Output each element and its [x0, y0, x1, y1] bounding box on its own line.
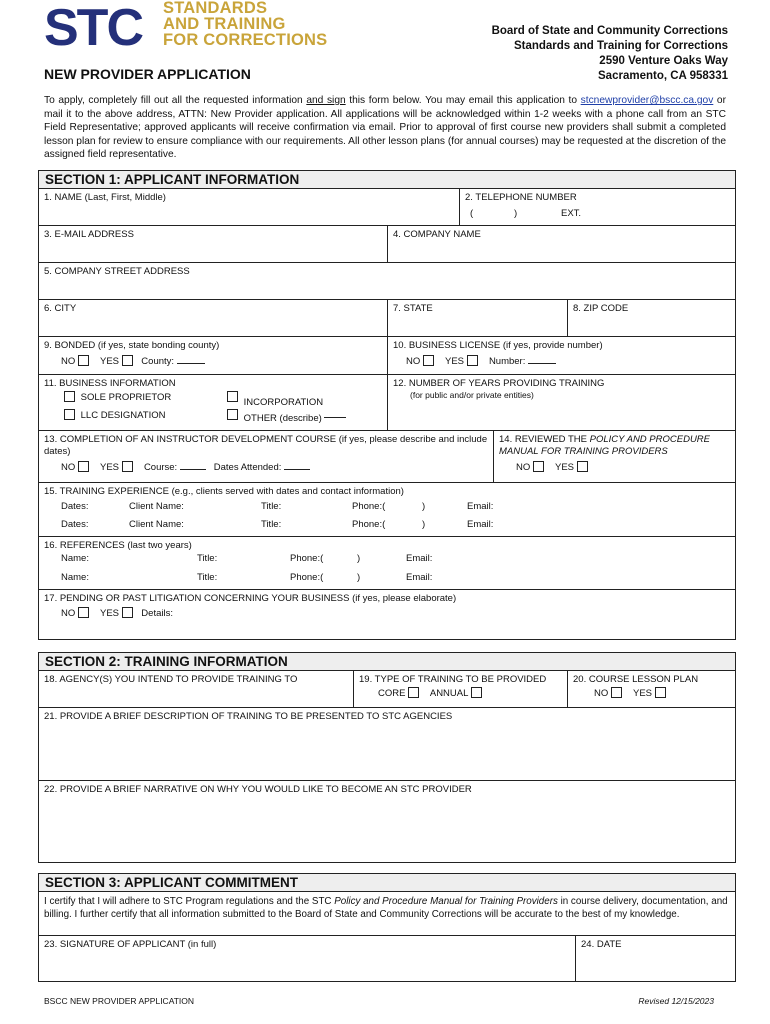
policy-no-label: NO	[516, 462, 531, 473]
row-street-address	[39, 263, 735, 300]
llc-designation-label: LLC DESIGNATION	[80, 410, 166, 421]
address-line-1: Board of State and Community Corrections	[491, 25, 728, 37]
label-city: 6. CITY	[44, 303, 77, 314]
course-label: Course:	[143, 462, 178, 473]
footer-form-name: BSCC NEW PROVIDER APPLICATION	[44, 996, 195, 1006]
field-24-date[interactable]	[575, 936, 735, 981]
intro-text-3: or mail it to the above address, ATTN: New Provider application. All applications will be acknowledged within 1-2 weeks with a phone call from an STC Field Representative; approved applicants will receive confirmation via email. Prior to approval of first course new providers shall submit a completed lesson plan for review to ensure compliance with our requirements. All other lesson plans (for annual courses) may be requested at the discretion of the assigned field representative.	[44, 95, 726, 161]
license-yes-label: YES	[445, 356, 465, 367]
label-years-providing: 12. NUMBER OF YEARS PROVIDING TRAINING	[393, 378, 605, 389]
course-yes-label: YES	[100, 462, 120, 473]
row-instructor-course-policy	[39, 431, 735, 483]
lesson-plan-no-checkbox[interactable]	[611, 687, 622, 698]
license-number-input[interactable]	[528, 363, 556, 364]
label-narrative: 22. PROVIDE A BRIEF NARRATIVE ON WHY YOU WOULD LIKE TO BECOME AN STC PROVIDER	[44, 784, 472, 795]
intro-and-sign: and sign	[306, 95, 346, 106]
label-email: 3. E-MAIL ADDRESS	[44, 229, 134, 240]
course-yes-checkbox[interactable]	[122, 461, 133, 472]
certification-text-2: in course delivery, documentation, and billing. I further certify that all information submitted to the Board of State and Community Corrections will be accurate to the best of my knowledge.	[44, 896, 728, 920]
policy-yes-checkbox[interactable]	[577, 461, 588, 472]
row-name-phone	[39, 189, 735, 226]
annual-label: ANNUAL	[429, 688, 469, 699]
row-signature-date	[39, 936, 735, 981]
litigation-yes-label: YES	[100, 608, 120, 619]
label-instructor-course: 13. COMPLETION OF AN INSTRUCTOR DEVELOPMENT COURSE (if yes, please describe and include dates)	[44, 434, 488, 457]
ref1-email[interactable]: Email:	[406, 553, 433, 564]
exp2-email[interactable]: Email:	[467, 519, 494, 530]
field-4-company-name[interactable]	[387, 226, 735, 262]
field-12-years-providing-training[interactable]	[387, 375, 735, 430]
field-17-litigation	[39, 590, 735, 640]
label-reviewed-policy	[499, 434, 729, 458]
field-5-street-address[interactable]	[39, 263, 735, 299]
certification-text-1: I certify that I will adhere to STC Program regulations and the STC	[44, 896, 335, 907]
field-15-training-experience	[39, 483, 735, 537]
field-6-city[interactable]	[39, 300, 387, 336]
narrative-cell[interactable]	[39, 781, 735, 861]
policy-yes-label: YES	[555, 462, 575, 473]
years-providing-sublabel: (for public and/or private entities)	[410, 390, 534, 400]
other-label: OTHER (describe)	[243, 413, 322, 424]
exp2-phone[interactable]: Phone:(	[352, 519, 386, 530]
exp2-phone-close: )	[422, 519, 426, 530]
exp1-phone-close: )	[422, 501, 426, 512]
lesson-plan-yes-label: YES	[633, 688, 653, 699]
ref1-phone-close: )	[357, 553, 361, 564]
intro-paragraph	[44, 94, 726, 162]
training-experience-cell	[39, 483, 735, 536]
label-state: 7. STATE	[393, 303, 433, 314]
label-agencies: 18. AGENCY(S) YOU INTEND TO PROVIDE TRAINING TO	[44, 674, 298, 685]
field-16-references	[39, 537, 735, 590]
field-9-bonded	[39, 337, 387, 374]
intro-text-2: this form below. You may email this application to	[345, 95, 581, 106]
bonded-county-input[interactable]	[177, 363, 205, 364]
label-signature: 23. SIGNATURE OF APPLICANT (in full)	[44, 939, 217, 950]
logo-line-3: FOR CORRECTIONS	[163, 31, 328, 49]
ref1-title[interactable]: Title:	[197, 553, 218, 564]
ref2-title[interactable]: Title:	[197, 572, 218, 583]
address-line-2: Standards and Training for Corrections	[513, 40, 728, 52]
label-company-name: 4. COMPANY NAME	[393, 229, 481, 240]
footer-revision-date: Revised 12/15/2023	[638, 996, 714, 1006]
logo-line-1: STANDARDS	[163, 0, 268, 17]
course-no-label: NO	[61, 462, 76, 473]
license-number-label: Number:	[488, 356, 526, 367]
exp1-client-name[interactable]: Client Name:	[129, 501, 184, 512]
bonded-no-label: NO	[61, 356, 76, 367]
field-10-business-license	[387, 337, 735, 374]
section-1-title: SECTION 1: APPLICANT INFORMATION	[39, 171, 735, 189]
label-course-lesson-plan: 20. COURSE LESSON PLAN	[573, 674, 699, 685]
field-7-state[interactable]	[387, 300, 567, 336]
section-3-applicant-commitment	[38, 873, 736, 982]
references-cell	[39, 537, 735, 589]
exp2-title[interactable]: Title:	[261, 519, 282, 530]
ref2-name[interactable]: Name:	[61, 572, 89, 583]
row-bonded-license	[39, 337, 735, 375]
core-checkbox[interactable]	[408, 687, 419, 698]
label-name: 1. NAME (Last, First, Middle)	[44, 192, 166, 203]
exp2-dates[interactable]: Dates:	[61, 519, 89, 530]
phone-paren-close: )	[514, 208, 518, 219]
training-description-cell[interactable]	[39, 708, 735, 780]
license-no-checkbox[interactable]	[423, 355, 434, 366]
litigation-yes-checkbox[interactable]	[122, 607, 133, 618]
field-1-name[interactable]	[39, 189, 459, 225]
field-2-telephone[interactable]	[459, 189, 735, 225]
exp2-client-name[interactable]: Client Name:	[129, 519, 184, 530]
lesson-plan-yes-checkbox[interactable]	[655, 687, 666, 698]
reviewed-policy-prefix: 14. REVIEWED THE	[499, 434, 590, 445]
llc-designation-checkbox[interactable]	[64, 409, 75, 420]
section-3-title: SECTION 3: APPLICANT COMMITMENT	[39, 874, 735, 892]
license-yes-checkbox[interactable]	[467, 355, 478, 366]
field-11-business-information	[39, 375, 387, 430]
bonded-county-label: County:	[141, 356, 175, 367]
field-8-zip[interactable]	[567, 300, 735, 336]
page-title: NEW PROVIDER APPLICATION	[44, 66, 251, 82]
ref2-email[interactable]: Email:	[406, 572, 433, 583]
other-checkbox[interactable]	[227, 409, 238, 420]
row-certification	[39, 892, 735, 936]
annual-checkbox[interactable]	[471, 687, 482, 698]
ref2-phone[interactable]: Phone:(	[290, 572, 324, 583]
litigation-cell	[39, 590, 735, 640]
row-business-info-years	[39, 375, 735, 431]
incorporation-label: INCORPORATION	[243, 397, 324, 408]
ref2-phone-close: )	[357, 572, 361, 583]
bonded-no-checkbox[interactable]	[78, 355, 89, 366]
field-21-training-description[interactable]	[39, 708, 735, 781]
exp1-phone[interactable]: Phone:(	[352, 501, 386, 512]
address-line-4: Sacramento, CA 958331	[598, 70, 728, 82]
phone-paren-open: (	[470, 208, 474, 219]
field-14-reviewed-policy-manual	[493, 431, 735, 482]
certification-text	[39, 892, 735, 924]
label-type-of-training: 19. TYPE OF TRAINING TO BE PROVIDED	[359, 674, 547, 685]
row-email-company	[39, 226, 735, 263]
intro-email-link[interactable]: stcnewprovider@bscc.ca.gov	[580, 95, 714, 106]
other-describe-input[interactable]	[324, 417, 346, 418]
field-18-agencies[interactable]	[39, 671, 353, 707]
phone-ext-label: EXT.	[561, 208, 582, 219]
stc-logo-text	[163, 0, 327, 48]
license-no-label: NO	[406, 356, 421, 367]
label-date: 24. DATE	[581, 939, 622, 950]
policy-no-checkbox[interactable]	[533, 461, 544, 472]
ref1-name[interactable]: Name:	[61, 553, 89, 564]
label-business-information: 11. BUSINESS INFORMATION	[44, 378, 176, 389]
field-20-course-lesson-plan	[567, 671, 735, 707]
sole-proprietor-checkbox[interactable]	[64, 391, 75, 402]
sole-proprietor-label: SOLE PROPRIETOR	[80, 392, 172, 403]
field-3-email[interactable]	[39, 226, 387, 262]
label-training-description: 21. PROVIDE A BRIEF DESCRIPTION OF TRAINING TO BE PRESENTED TO STC AGENCIES	[44, 711, 453, 722]
course-no-checkbox[interactable]	[78, 461, 89, 472]
exp1-email[interactable]: Email:	[467, 501, 494, 512]
litigation-no-checkbox[interactable]	[78, 607, 89, 618]
label-litigation: 17. PENDING OR PAST LITIGATION CONCERNING YOUR BUSINESS (if yes, please elaborate)	[44, 593, 457, 604]
label-telephone: 2. TELEPHONE NUMBER	[465, 192, 577, 203]
label-training-experience: 15. TRAINING EXPERIENCE (e.g., clients served with dates and contact information)	[44, 486, 404, 497]
label-references: 16. REFERENCES (last two years)	[44, 540, 192, 551]
dates-attended-input[interactable]	[284, 469, 310, 470]
address-line-3: 2590 Venture Oaks Way	[599, 55, 728, 67]
section-2-title: SECTION 2: TRAINING INFORMATION	[39, 653, 735, 671]
reviewed-policy-manual-title: POLICY AND PROCEDURE MANUAL FOR TRAINING PROVIDERS	[499, 434, 711, 457]
label-street-address: 5. COMPANY STREET ADDRESS	[44, 266, 190, 277]
logo-line-2: AND TRAINING	[163, 15, 286, 33]
intro-text-1: To apply, completely fill out all the requested information	[44, 95, 307, 106]
incorporation-checkbox[interactable]	[227, 391, 238, 402]
label-bonded: 9. BONDED (if yes, state bonding county)	[44, 340, 220, 351]
core-label: CORE	[378, 688, 406, 699]
label-zip: 8. ZIP CODE	[573, 303, 629, 314]
exp1-dates[interactable]: Dates:	[61, 501, 89, 512]
stc-logo-mark: STC	[44, 0, 142, 57]
certification-manual-title: Policy and Procedure Manual for Training Providers	[334, 896, 558, 907]
row-city-state-zip	[39, 300, 735, 337]
bonded-yes-label: YES	[100, 356, 120, 367]
row-agency-type-plan	[39, 671, 735, 708]
ref1-phone[interactable]: Phone:(	[290, 553, 324, 564]
course-input[interactable]	[180, 469, 206, 470]
section-2-training-information	[38, 652, 736, 863]
litigation-details-label: Details:	[141, 608, 173, 619]
field-13-instructor-course	[39, 431, 493, 482]
field-19-type-of-training	[353, 671, 567, 707]
exp1-title[interactable]: Title:	[261, 501, 282, 512]
label-business-license: 10. BUSINESS LICENSE (if yes, provide number)	[393, 340, 603, 351]
dates-attended-label: Dates Attended:	[213, 462, 282, 473]
agency-address	[492, 24, 728, 84]
section-1-applicant-information	[38, 170, 736, 640]
litigation-no-label: NO	[61, 608, 76, 619]
field-23-signature[interactable]	[39, 936, 575, 981]
lesson-plan-no-label: NO	[594, 688, 609, 699]
bonded-yes-checkbox[interactable]	[122, 355, 133, 366]
field-22-narrative[interactable]	[39, 781, 735, 861]
